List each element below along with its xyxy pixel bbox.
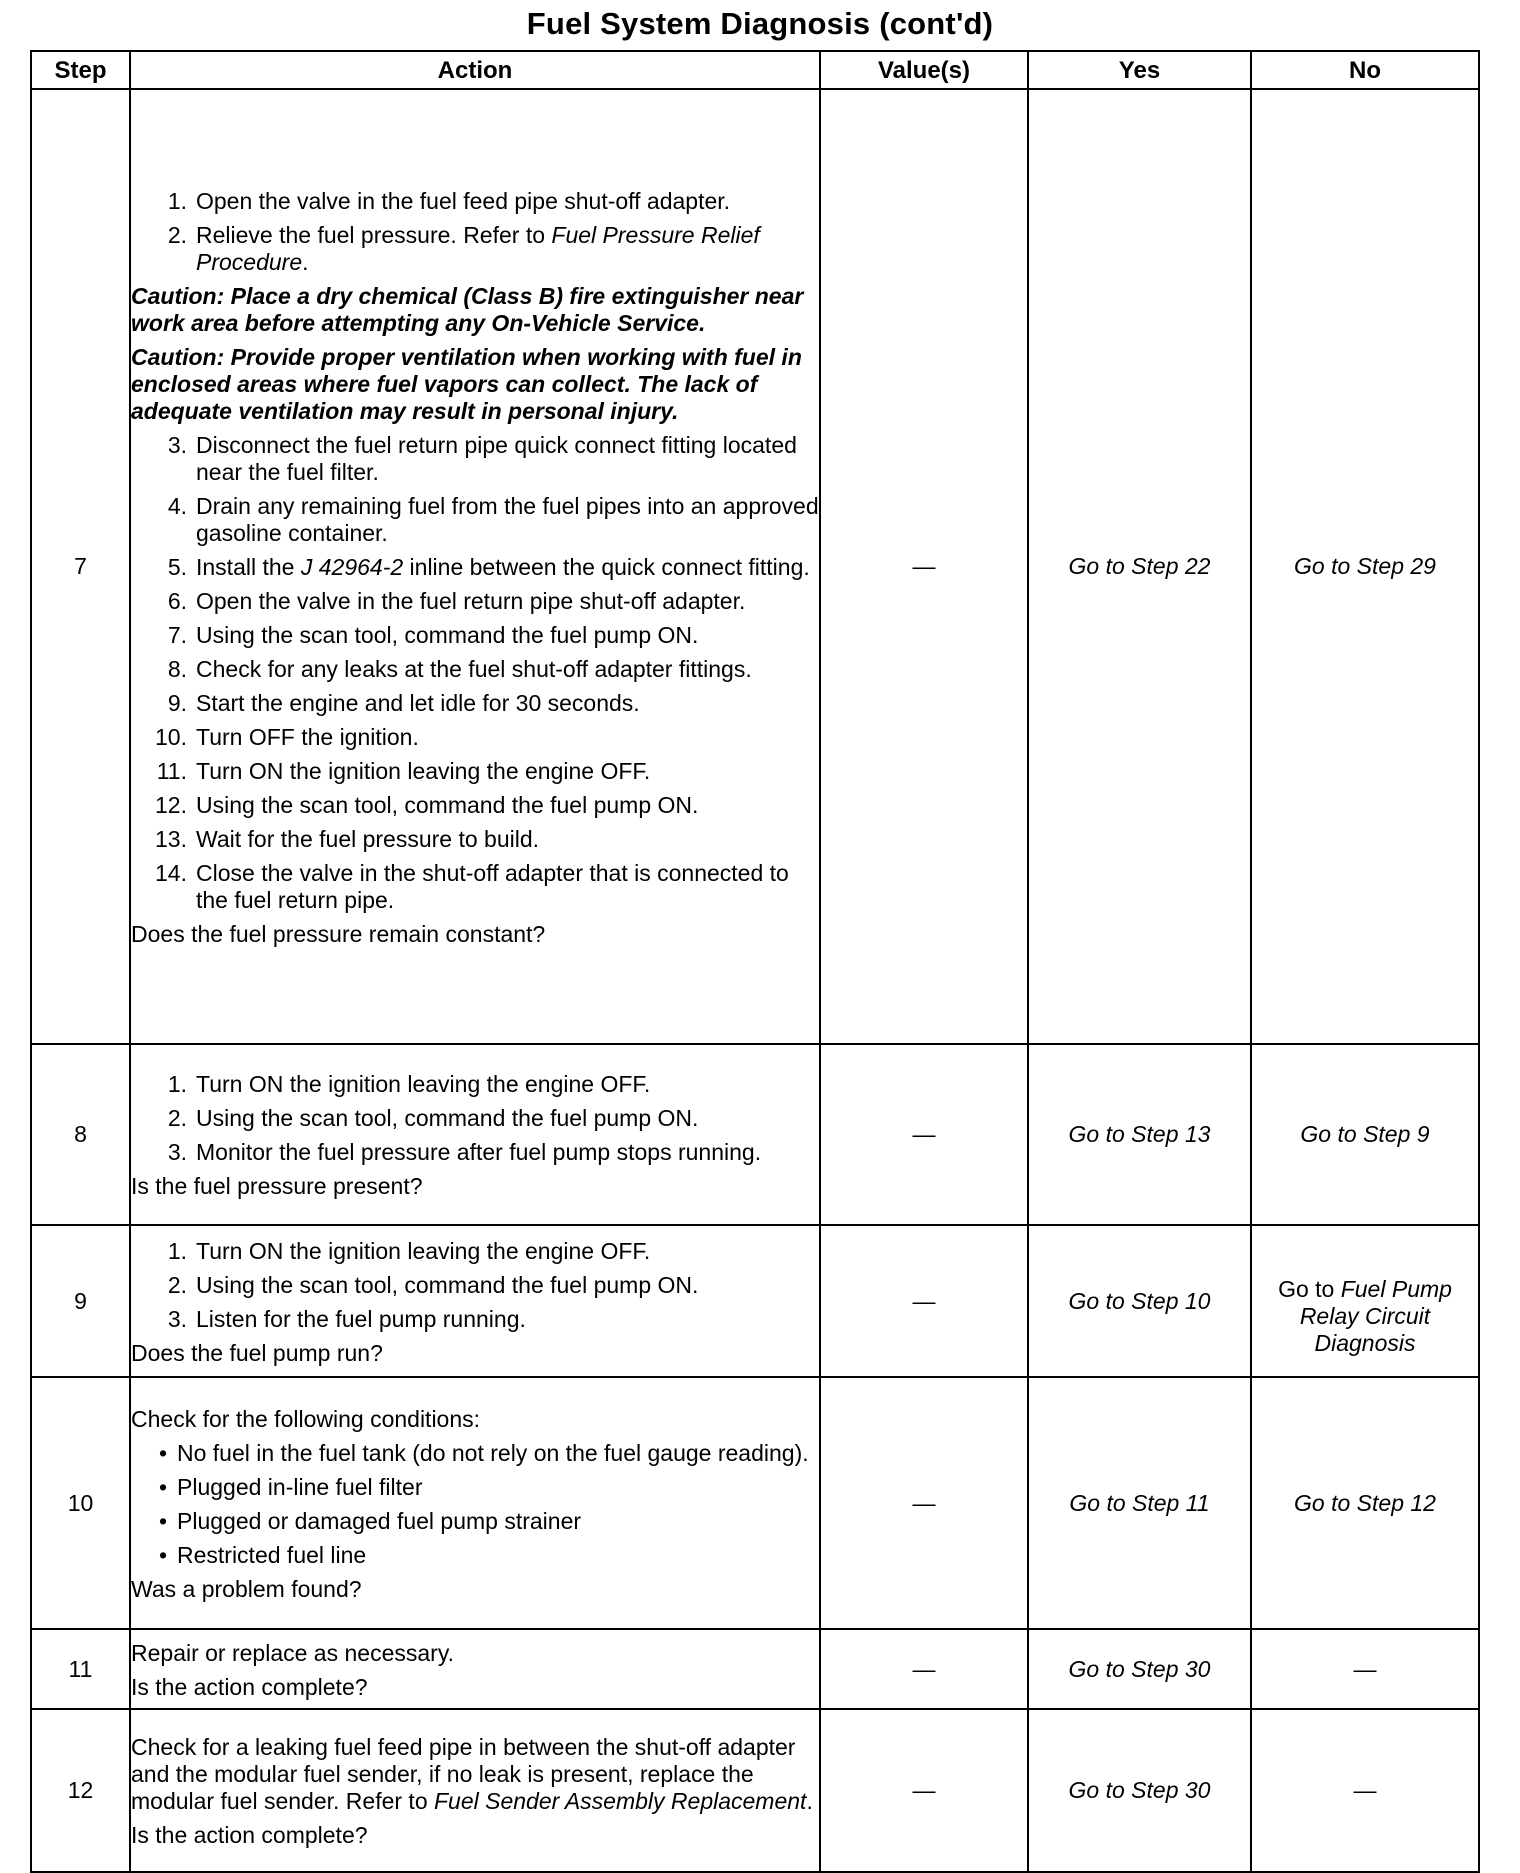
caution-note: Caution: Place a dry chemical (Class B) fire extinguisher near work area before attempting any On-Vehicle Service. [131, 282, 804, 336]
value-cell: — [820, 89, 1028, 1044]
value-cell: — [820, 1225, 1028, 1377]
action-text: Wait for the fuel pressure to build. [196, 825, 540, 852]
yes-cell: Go to Step 10 [1028, 1225, 1251, 1377]
action-text: Install the [196, 553, 301, 580]
header-step: Step [31, 51, 130, 89]
action-cell [130, 89, 820, 1044]
no-cell: Go to Step 29 [1251, 89, 1479, 1044]
step-number: 12 [31, 1709, 130, 1872]
step-number: 9 [31, 1225, 130, 1377]
action-text: Check for any leaks at the fuel shut-off adapter fittings. [196, 655, 752, 682]
header-no: No [1251, 51, 1479, 89]
list-item: 2. Using the scan tool, command the fuel pump ON. [131, 1105, 819, 1132]
action-text: Monitor the fuel pressure after fuel pump stops running. [196, 1139, 762, 1165]
page-title: Fuel System Diagnosis (cont'd) [526, 6, 994, 41]
action-text: Start the engine and let idle for 30 seconds. [196, 689, 640, 716]
procedure-reference: Fuel Pump Relay Circuit Diagnosis [1299, 1275, 1452, 1356]
question-text: Does the fuel pump run? [131, 1339, 383, 1366]
table-row-step-12 [31, 1709, 1479, 1872]
action-text: Listen for the fuel pump running. [196, 1305, 526, 1332]
action-text: Using the scan tool, command the fuel pump ON. [196, 1105, 699, 1131]
list-item: 14. Close the valve in the shut-off adapter that is connected to the fuel return pipe. [131, 860, 819, 914]
table-row-step-11 [31, 1629, 1479, 1709]
question-text: Is the action complete? [131, 1822, 368, 1848]
list-item: 4. Drain any remaining fuel from the fuel pipes into an approved gasoline container. [167, 492, 819, 546]
list-item: 2. Using the scan tool, command the fuel pump ON. [131, 1272, 819, 1299]
action-cell [130, 1044, 820, 1225]
action-text: Turn ON the ignition leaving the engine OFF. [196, 1237, 651, 1264]
header-yes: Yes [1028, 51, 1251, 89]
header-row [31, 51, 1479, 89]
list-item: 1. Open the valve in the fuel feed pipe shut-off adapter. [131, 188, 819, 215]
value-cell: — [820, 1629, 1028, 1709]
step-number: 10 [31, 1377, 130, 1629]
table-row-step-7 [31, 89, 1479, 1044]
caution-note: Caution: Provide proper ventilation when working with fuel in enclosed areas where fuel vapors can collect. The lack of adequate ventilation may result in personal injury. [131, 343, 802, 424]
no-cell: — [1251, 1709, 1479, 1872]
diagnosis-table [30, 50, 1480, 1873]
list-item: 6. Open the valve in the fuel return pipe shut-off adapter. [131, 588, 819, 615]
question-text: Does the fuel pressure remain constant? [131, 920, 546, 947]
table-row-step-9 [31, 1225, 1479, 1377]
list-item: 2. Relieve the fuel pressure. Refer to Fuel Pressure Relief Procedure. [167, 221, 760, 275]
list-item: • No fuel in the fuel tank (do not rely on the fuel gauge reading). [131, 1440, 819, 1467]
action-text: Using the scan tool, command the fuel pump ON. [196, 1271, 699, 1298]
procedure-reference: Fuel Sender Assembly Replacement [434, 1788, 807, 1814]
action-text: Open the valve in the fuel feed pipe shut-off adapter. [196, 187, 731, 214]
question-text: Was a problem found? [131, 1575, 362, 1602]
yes-cell: Go to Step 13 [1028, 1044, 1251, 1225]
list-item: • Restricted fuel line [131, 1542, 819, 1569]
list-item: • Plugged in-line fuel filter [131, 1474, 819, 1501]
action-cell [130, 1377, 820, 1629]
list-item: 13. Wait for the fuel pressure to build. [131, 826, 819, 853]
step-number: 8 [31, 1044, 130, 1225]
yes-cell: Go to Step 30 [1028, 1629, 1251, 1709]
list-item: 9. Start the engine and let idle for 30 seconds. [131, 690, 819, 717]
action-text: Drain any remaining fuel from the fuel pipes into an approved gasoline container. [196, 492, 819, 546]
header-values: Value(s) [820, 51, 1028, 89]
no-cell: Go to Step 12 [1251, 1377, 1479, 1629]
action-text: inline between the quick connect fitting. [403, 553, 810, 580]
list-item: 1. Turn ON the ignition leaving the engine OFF. [131, 1238, 819, 1265]
question-text: Is the fuel pressure present? [131, 1173, 423, 1199]
list-item: • Plugged or damaged fuel pump strainer [131, 1508, 819, 1535]
list-item: 10. Turn OFF the ignition. [131, 724, 819, 751]
action-text: Disconnect the fuel return pipe quick connect fitting located near the fuel filter. [196, 431, 797, 485]
value-cell: — [820, 1044, 1028, 1225]
yes-cell: Go to Step 22 [1028, 89, 1251, 1044]
list-item: 3. Disconnect the fuel return pipe quick connect fitting located near the fuel filter. [131, 432, 819, 486]
value-cell: — [820, 1709, 1028, 1872]
yes-cell: Go to Step 30 [1028, 1709, 1251, 1872]
action-cell [130, 1225, 820, 1377]
action-text: Turn ON the ignition leaving the engine OFF. [196, 757, 651, 784]
action-text: Repair or replace as necessary. [131, 1639, 454, 1666]
action-cell [130, 1629, 820, 1709]
action-text: Plugged or damaged fuel pump strainer [177, 1507, 582, 1534]
table-row-step-10 [31, 1377, 1479, 1629]
no-cell: — [1251, 1629, 1479, 1709]
no-cell [1251, 1225, 1479, 1377]
step-number: 7 [31, 89, 130, 1044]
action-text: Turn ON the ignition leaving the engine OFF. [196, 1071, 651, 1097]
action-text: Using the scan tool, command the fuel pump ON. [196, 621, 699, 648]
list-item: 8. Check for any leaks at the fuel shut-off adapter fittings. [131, 656, 819, 683]
action-text: Close the valve in the shut-off adapter that is connected to the fuel return pipe. [196, 859, 789, 913]
tool-reference: J 42964-2 [300, 553, 404, 580]
action-text: Relieve the fuel pressure. Refer to [196, 221, 552, 248]
yes-cell: Go to Step 11 [1028, 1377, 1251, 1629]
no-cell: Go to Step 9 [1251, 1044, 1479, 1225]
action-text: Open the valve in the fuel return pipe shut-off adapter. [196, 587, 746, 614]
action-text: Using the scan tool, command the fuel pump ON. [196, 791, 699, 818]
list-item: 5. Install the J 42964-2 inline between the quick connect fitting. [167, 553, 810, 580]
action-text: No fuel in the fuel tank (do not rely on the fuel gauge reading). [177, 1439, 809, 1466]
question-text: Is the action complete? [131, 1673, 368, 1700]
intro-text: Check for the following conditions: [131, 1405, 481, 1432]
action-cell: Check for a leaking fuel feed pipe in between the shut-off adapter and the modular fuel sender, if no leak is present, replace the modular fuel sender. Refer to Fuel Sender Assembly Replacement. Is the action complete? [130, 1709, 820, 1872]
list-item: 12. Using the scan tool, command the fuel pump ON. [131, 792, 819, 819]
list-item: 1. Turn ON the ignition leaving the engine OFF. [131, 1071, 819, 1098]
procedure-reference: Fuel Pressure Relief Procedure [196, 221, 760, 275]
action-text: Turn OFF the ignition. [196, 723, 419, 750]
action-text: Plugged in-line fuel filter [177, 1473, 423, 1500]
action-text: Check for a leaking fuel feed pipe in between the shut-off adapter and the modular fuel sender, if no leak is present, replace the modular fuel sender. Refer to [131, 1734, 796, 1814]
no-text: Go to [1278, 1275, 1341, 1302]
step-number: 11 [31, 1629, 130, 1709]
table-row-step-8 [31, 1044, 1479, 1225]
value-cell: — [820, 1377, 1028, 1629]
action-text: Restricted fuel line [177, 1541, 367, 1568]
list-item: 11. Turn ON the ignition leaving the engine OFF. [131, 758, 819, 785]
header-action: Action [130, 51, 820, 89]
list-item: 3. Listen for the fuel pump running. [131, 1306, 819, 1333]
list-item: 7. Using the scan tool, command the fuel pump ON. [131, 622, 819, 649]
list-item: 3. Monitor the fuel pressure after fuel pump stops running. [131, 1139, 819, 1166]
